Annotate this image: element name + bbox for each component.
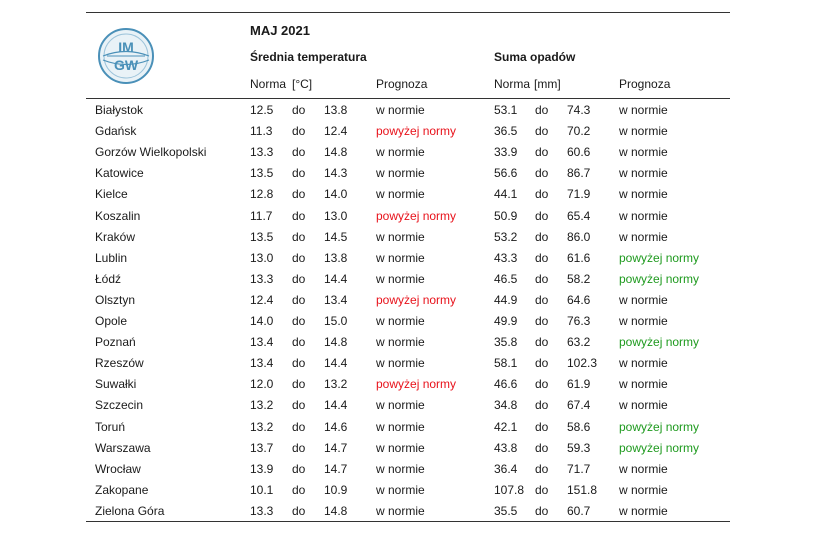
precip-norm-min: 35.8 <box>494 335 518 350</box>
temp-forecast: w normie <box>376 187 425 202</box>
table-row <box>0 311 840 332</box>
precip-norm-max: 61.6 <box>567 250 591 265</box>
city-name: Wrocław <box>95 461 141 476</box>
precip-norm-min: 36.4 <box>494 461 518 476</box>
precip-range-sep: do <box>535 103 549 117</box>
precip-norm-max: 64.6 <box>567 292 591 307</box>
precip-forecast: w normie <box>619 482 668 497</box>
precip-forecast: powyżej normy <box>619 440 700 455</box>
precip-norm-min: 53.1 <box>494 103 518 117</box>
temp-norm-max: 14.0 <box>324 187 348 202</box>
precip-forecast: w normie <box>619 377 668 392</box>
temp-norm-min: 13.3 <box>250 271 274 286</box>
table-row <box>0 395 840 416</box>
temp-forecast: w normie <box>376 503 425 518</box>
temp-norm-max: 12.4 <box>324 124 348 139</box>
precip-norm-max: 76.3 <box>567 314 591 328</box>
temp-range-sep: do <box>292 166 306 181</box>
city-name: Zielona Góra <box>95 503 165 518</box>
precip-range-sep: do <box>535 503 549 518</box>
precip-range-sep: do <box>535 314 549 328</box>
temp-forecast: w normie <box>376 440 425 455</box>
city-name: Łódź <box>95 271 122 286</box>
svg-text:GW: GW <box>113 57 139 73</box>
precip-range-sep: do <box>535 208 549 223</box>
temp-norm-max: 13.8 <box>324 250 348 265</box>
city-name: Kielce <box>95 187 128 202</box>
temp-norm-max: 13.4 <box>324 292 348 307</box>
precip-range-sep: do <box>535 482 549 497</box>
precip-forecast: powyżej normy <box>619 250 700 265</box>
precip-norm-min: 42.1 <box>494 419 518 434</box>
precip-forecast: powyżej normy <box>619 335 700 350</box>
table-row <box>0 332 840 353</box>
temp-norm-max: 14.6 <box>324 419 348 434</box>
report-month: MAJ 2021 <box>250 23 310 38</box>
precip-norm-min: 46.6 <box>494 377 518 392</box>
precip-norm-max: 65.4 <box>567 208 591 223</box>
precip-forecast: powyżej normy <box>619 419 700 434</box>
temp-norm-max: 13.2 <box>324 377 348 392</box>
city-name: Suwałki <box>95 377 137 392</box>
precip-norm-max: 59.3 <box>567 440 591 455</box>
table-row <box>0 206 840 227</box>
precip-forecast: w normie <box>619 124 668 139</box>
precip-range-sep: do <box>535 377 549 392</box>
precip-range-sep: do <box>535 187 549 202</box>
imgw-logo <box>97 27 155 85</box>
temp-forecast: w normie <box>376 398 425 413</box>
temp-norm-min: 11.7 <box>250 208 273 223</box>
temp-forecast-header: Prognoza <box>376 77 428 91</box>
precip-norm-max: 151.8 <box>567 482 598 497</box>
precip-range-sep: do <box>535 335 549 350</box>
precip-norm-min: 44.1 <box>494 187 518 202</box>
precip-norm-max: 71.7 <box>567 461 591 476</box>
temp-norm-max: 14.8 <box>324 145 348 160</box>
temp-range-sep: do <box>292 250 306 265</box>
temp-norm-max: 14.7 <box>324 440 348 455</box>
city-name: Rzeszów <box>95 356 144 371</box>
temp-forecast: w normie <box>376 356 425 371</box>
precip-forecast: w normie <box>619 356 668 371</box>
precip-range-sep: do <box>535 124 549 139</box>
temp-range-sep: do <box>292 314 306 328</box>
city-name: Toruń <box>95 419 126 434</box>
temp-forecast: w normie <box>376 482 425 497</box>
precip-range-sep: do <box>535 271 549 286</box>
city-name: Katowice <box>95 166 144 181</box>
precip-norm-min: 56.6 <box>494 166 518 181</box>
table-row <box>0 417 840 438</box>
temp-forecast: powyżej normy <box>376 377 457 392</box>
precip-forecast: w normie <box>619 503 668 518</box>
precip-norm-min: 33.9 <box>494 145 518 160</box>
precip-norm-max: 71.9 <box>567 187 591 202</box>
precip-norm-max: 102.3 <box>567 356 598 371</box>
temp-range-sep: do <box>292 503 306 518</box>
precip-norm-max: 58.6 <box>567 419 591 434</box>
temp-norm-min: 13.4 <box>250 356 274 371</box>
precip-norm-min: 36.5 <box>494 124 518 139</box>
precip-norm-min: 35.5 <box>494 503 518 518</box>
svg-text:IM: IM <box>118 39 134 55</box>
precip-range-sep: do <box>535 461 549 476</box>
table-row <box>0 374 840 395</box>
temp-norm-max: 14.8 <box>324 503 348 518</box>
precip-forecast: w normie <box>619 208 668 223</box>
temp-range-sep: do <box>292 145 306 160</box>
precip-forecast-header: Prognoza <box>619 77 671 91</box>
table-row <box>0 163 840 184</box>
temp-range-sep: do <box>292 208 306 223</box>
temp-forecast: w normie <box>376 229 425 244</box>
precip-range-sep: do <box>535 145 549 160</box>
precip-norm-max: 67.4 <box>567 398 591 413</box>
table-row <box>0 480 840 501</box>
precip-forecast: w normie <box>619 292 668 307</box>
temp-norm-min: 13.5 <box>250 229 274 244</box>
city-name: Zakopane <box>95 482 149 497</box>
city-name: Gorzów Wielkopolski <box>95 145 207 160</box>
precip-norm-min: 53.2 <box>494 229 518 244</box>
temp-norm-min: 13.9 <box>250 461 274 476</box>
temp-norm-max: 15.0 <box>324 314 348 328</box>
precip-range-sep: do <box>535 166 549 181</box>
precip-norma-header: Norma <box>494 77 531 91</box>
table-row <box>0 184 840 205</box>
temp-norm-min: 13.5 <box>250 166 274 181</box>
precip-range-sep: do <box>535 292 549 307</box>
temp-range-sep: do <box>292 187 306 202</box>
temp-norma-header: Norma <box>250 77 287 91</box>
temp-norm-max: 14.4 <box>324 271 348 286</box>
precip-norm-min: 46.5 <box>494 271 518 286</box>
temp-norm-max: 13.8 <box>324 103 348 117</box>
precip-range-sep: do <box>535 356 549 371</box>
temp-range-sep: do <box>292 440 306 455</box>
table-row <box>0 438 840 459</box>
city-name: Koszalin <box>95 208 141 223</box>
temp-range-sep: do <box>292 461 306 476</box>
temp-norm-min: 12.0 <box>250 377 274 392</box>
precip-norm-max: 63.2 <box>567 335 591 350</box>
temp-norm-min: 12.5 <box>250 103 274 117</box>
precip-norm-max: 86.0 <box>567 229 591 244</box>
precip-range-sep: do <box>535 440 549 455</box>
temp-norm-min: 12.8 <box>250 187 274 202</box>
table-row <box>0 227 840 248</box>
temp-norm-min: 10.1 <box>250 482 274 497</box>
precip-norm-max: 74.3 <box>567 103 591 117</box>
temp-forecast: powyżej normy <box>376 292 457 307</box>
temp-range-sep: do <box>292 398 306 413</box>
precip-forecast: w normie <box>619 166 668 181</box>
temp-norm-max: 14.4 <box>324 356 348 371</box>
temp-norm-min: 13.7 <box>250 440 274 455</box>
temp-forecast: w normie <box>376 250 425 265</box>
precip-forecast: w normie <box>619 187 668 202</box>
temp-range-sep: do <box>292 103 306 117</box>
temp-range-sep: do <box>292 124 306 139</box>
temp-range-sep: do <box>292 271 306 286</box>
precip-norm-min: 107.8 <box>494 482 525 497</box>
table-row <box>0 353 840 374</box>
precip-forecast: w normie <box>619 145 668 160</box>
temp-unit-header: [°C] <box>292 77 313 91</box>
precip-norm-max: 86.7 <box>567 166 591 181</box>
precip-range-sep: do <box>535 398 549 413</box>
temp-norm-max: 14.3 <box>324 166 348 181</box>
city-name: Poznań <box>95 335 136 350</box>
top-rule <box>86 12 730 13</box>
table-row <box>0 100 840 121</box>
temp-norm-min: 13.3 <box>250 145 274 160</box>
precip-norm-max: 58.2 <box>567 271 591 286</box>
temp-range-sep: do <box>292 292 306 307</box>
temp-range-sep: do <box>292 419 306 434</box>
header-rule <box>86 98 730 99</box>
precip-forecast: powyżej normy <box>619 271 700 286</box>
precip-forecast: w normie <box>619 314 668 328</box>
temp-range-sep: do <box>292 335 306 350</box>
temp-forecast: w normie <box>376 103 425 117</box>
temp-norm-min: 13.4 <box>250 335 274 350</box>
temp-forecast: w normie <box>376 145 425 160</box>
temp-norm-min: 13.2 <box>250 419 274 434</box>
temp-norm-max: 14.4 <box>324 398 348 413</box>
city-name: Opole <box>95 314 128 328</box>
precip-norm-max: 70.2 <box>567 124 591 139</box>
precip-range-sep: do <box>535 419 549 434</box>
precip-norm-min: 43.8 <box>494 440 518 455</box>
city-name: Szczecin <box>95 398 144 413</box>
temp-forecast: powyżej normy <box>376 208 457 223</box>
city-name: Białystok <box>95 103 144 117</box>
table-row <box>0 269 840 290</box>
temp-forecast: w normie <box>376 419 425 434</box>
temp-forecast: w normie <box>376 271 425 286</box>
temp-norm-max: 14.8 <box>324 335 348 350</box>
precip-norm-min: 43.3 <box>494 250 518 265</box>
temp-range-sep: do <box>292 377 306 392</box>
precip-norm-max: 60.6 <box>567 145 591 160</box>
temp-section-title: Średnia temperatura <box>250 50 367 64</box>
table-row <box>0 290 840 311</box>
temp-range-sep: do <box>292 229 306 244</box>
temp-forecast: w normie <box>376 461 425 476</box>
temp-norm-max: 10.9 <box>324 482 348 497</box>
temp-norm-max: 14.5 <box>324 229 348 244</box>
precip-forecast: w normie <box>619 398 668 413</box>
temp-norm-min: 11.3 <box>250 124 273 139</box>
table-row <box>0 121 840 142</box>
temp-norm-max: 14.7 <box>324 461 348 476</box>
temp-norm-min: 13.2 <box>250 398 274 413</box>
precip-unit-header: [mm] <box>534 77 561 91</box>
city-name: Kraków <box>95 229 136 244</box>
city-name: Gdańsk <box>95 124 137 139</box>
precip-norm-min: 44.9 <box>494 292 518 307</box>
temp-norm-min: 12.4 <box>250 292 274 307</box>
precip-norm-min: 49.9 <box>494 314 518 328</box>
temp-norm-min: 13.0 <box>250 250 274 265</box>
precip-norm-min: 34.8 <box>494 398 518 413</box>
precip-forecast: w normie <box>619 103 668 117</box>
table-row <box>0 248 840 269</box>
temp-forecast: powyżej normy <box>376 124 457 139</box>
table-row <box>0 501 840 522</box>
temp-norm-min: 13.3 <box>250 503 274 518</box>
precip-norm-max: 60.7 <box>567 503 591 518</box>
temp-forecast: w normie <box>376 335 425 350</box>
temp-range-sep: do <box>292 356 306 371</box>
precip-range-sep: do <box>535 229 549 244</box>
table-row <box>0 142 840 163</box>
city-name: Olsztyn <box>95 292 136 307</box>
city-name: Warszawa <box>95 440 151 455</box>
precip-section-title: Suma opadów <box>494 50 576 64</box>
temp-norm-min: 14.0 <box>250 314 274 328</box>
table-row <box>0 459 840 480</box>
precip-range-sep: do <box>535 250 549 265</box>
temp-range-sep: do <box>292 482 306 497</box>
temp-norm-max: 13.0 <box>324 208 348 223</box>
precip-norm-min: 50.9 <box>494 208 518 223</box>
precip-forecast: w normie <box>619 461 668 476</box>
temp-forecast: w normie <box>376 314 425 328</box>
city-name: Lublin <box>95 250 128 265</box>
precip-forecast: w normie <box>619 229 668 244</box>
precip-norm-max: 61.9 <box>567 377 591 392</box>
precip-norm-min: 58.1 <box>494 356 518 371</box>
temp-forecast: w normie <box>376 166 425 181</box>
